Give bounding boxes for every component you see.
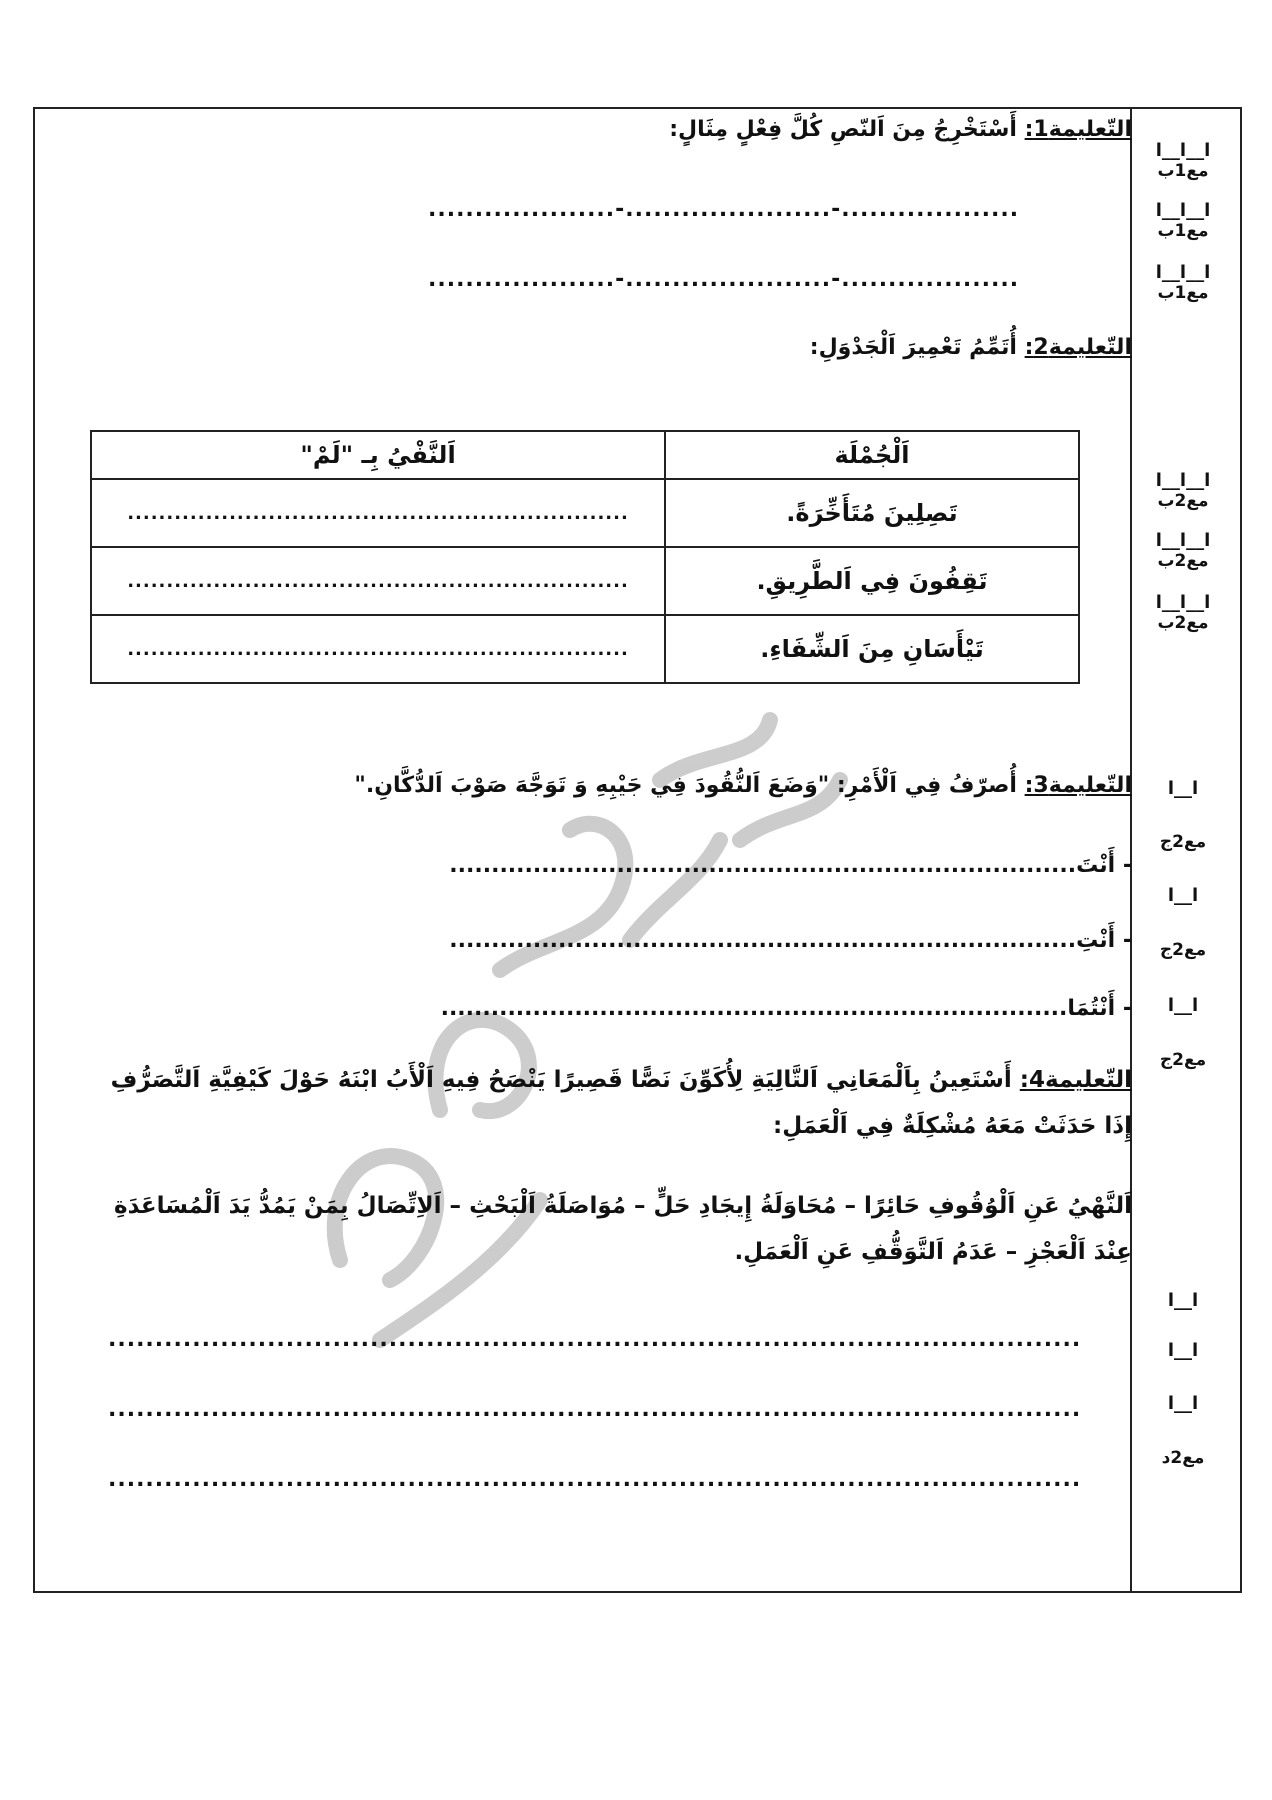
score-box-q3-3: ا__ا	[1167, 995, 1199, 1016]
instruction-4-label: التّعليمة4:	[1019, 1067, 1132, 1093]
table-header-answer: اَلنَّفْيُ بِـ "لَمْ"	[91, 431, 665, 479]
score-box-q1-3: ا__ا__ا مع1ب	[1155, 262, 1211, 303]
q1-answer-line-2[interactable]: ....................-......................-...................	[428, 267, 1020, 292]
q3-pronoun: - أَنْتِ	[1076, 928, 1132, 953]
instruction-4-text: أَسْتَعِينُ بِاَلْمَعَانِي اَلتَّالِيَةِ لِأُكَوِّنَ نَصًّا قَصِيرًا يَنْصَحُ فِيهِ اَلْأَبُ ابْنَهُ حَوْلَ كَيْفِيَّةِ اَلتَّصَرُّفِ إِذَا حَدَثَتْ مَعَهُ مُشْكِلَةٌ فِي اَلْعَمَلِ:	[110, 1067, 1132, 1139]
q4-answer-line-3[interactable]: ........................................................................................................	[108, 1467, 1082, 1492]
q3-pronoun: - أَنْتَ	[1076, 853, 1132, 878]
instruction-2	[810, 335, 1132, 360]
table-answer-cell[interactable]: ................................................................	[91, 547, 665, 615]
table-header-sentence: اَلْجُمْلَة	[665, 431, 1079, 479]
table-answer-cell[interactable]: ................................................................	[91, 479, 665, 547]
score-box-q2-3: ا__ا__ا مع2ب	[1155, 592, 1211, 633]
instruction-1-text: أَسْتَخْرِجُ مِنَ اَلنّصِ كُلَّ فِعْلٍ مِثَالٍ:	[669, 117, 1025, 142]
score-box-q4-1: ا__ا	[1167, 1290, 1199, 1311]
score-label-q3-1: مع2ج	[1159, 832, 1207, 852]
table-sentence-cell: تَصِلِينَ مُتَأَخِّرَةً.	[665, 479, 1079, 547]
instruction-3-label: التّعليمة3:	[1024, 773, 1132, 798]
q3-answer-dots[interactable]: ...........................................................................	[440, 996, 1068, 1021]
table-sentence-cell: تَيْأَسَانِ مِنَ اَلشِّفَاءِ.	[665, 615, 1079, 683]
score-box-q4-3: ا__ا	[1167, 1393, 1199, 1414]
score-label-q3-3: مع2ج	[1159, 1050, 1207, 1070]
instruction-1-label: التّعليمة1:	[1024, 117, 1132, 142]
q3-pronoun: - أَنْتُمَا	[1067, 996, 1132, 1021]
q3-answer-dots[interactable]: ...........................................................................	[449, 853, 1077, 878]
score-box-q2-1: ا__ا__ا مع2ب	[1155, 470, 1211, 511]
table-row	[91, 547, 1079, 615]
q3-answer-dots[interactable]: ...........................................................................	[449, 928, 1077, 953]
score-box-q1-1: ا__ا__ا مع1ب	[1155, 140, 1211, 181]
score-box-q3-2: ا__ا	[1167, 885, 1199, 906]
worksheet-frame	[33, 107, 1242, 1593]
score-label-q4: مع2د	[1161, 1448, 1205, 1468]
instruction-3-text: أُصرّفُ فِي اَلْأَمْرِ: "وَضَعَ اَلنُّقُودَ فِي جَيْبِهِ وَ تَوَجَّهَ صَوْبَ اَلدُّكَّانِ."	[354, 773, 1025, 798]
score-box-q3-1: ا__ا	[1167, 778, 1199, 799]
q1-answer-line-1[interactable]: ....................-......................-...................	[428, 197, 1020, 222]
q4-answer-line-2[interactable]: ........................................................................................................	[108, 1397, 1082, 1422]
instruction-4	[92, 1057, 1132, 1149]
score-box-q4-2: ا__ا	[1167, 1340, 1199, 1361]
table-answer-cell[interactable]: ................................................................	[91, 615, 665, 683]
table-header-row	[91, 431, 1079, 479]
negation-table	[90, 430, 1080, 684]
instruction-1	[669, 117, 1132, 142]
q3-line-2	[449, 928, 1132, 953]
margin-divider	[1130, 107, 1132, 1593]
score-label-q3-2: مع2ج	[1159, 940, 1207, 960]
table-row	[91, 479, 1079, 547]
instruction-2-text: أُتَمِّمُ تَعْمِيرَ اَلْجَدْوَلِ:	[809, 335, 1025, 360]
q3-line-3	[441, 996, 1132, 1021]
instruction-2-label: التّعليمة2:	[1024, 335, 1132, 360]
score-box-q2-2: ا__ا__ا مع2ب	[1155, 530, 1211, 571]
q3-line-1	[449, 853, 1132, 878]
q4-answer-line-1[interactable]: ........................................................................................................	[108, 1327, 1082, 1352]
instruction-3	[354, 773, 1132, 798]
table-row	[91, 615, 1079, 683]
score-box-q1-2: ا__ا__ا مع1ب	[1155, 200, 1211, 241]
table-sentence-cell: تَقِفُونَ فِي اَلطَّرِيقِ.	[665, 547, 1079, 615]
q4-meanings: اَلنَّهْيُ عَنِ اَلْوُقُوفِ حَائِرًا – مُحَاوَلَةُ إِيجَادِ حَلٍّ – مُوَاصَلَةُ اَلْبَحْثِ – اَلاِتِّصَالُ بِمَنْ يَمُدُّ يَدَ اَلْمُسَاعَدَةِ عِنْدَ اَلْعَجْزِ – عَدَمُ اَلتَّوَقُّفِ عَنِ اَلْعَمَلِ.	[114, 1193, 1132, 1265]
